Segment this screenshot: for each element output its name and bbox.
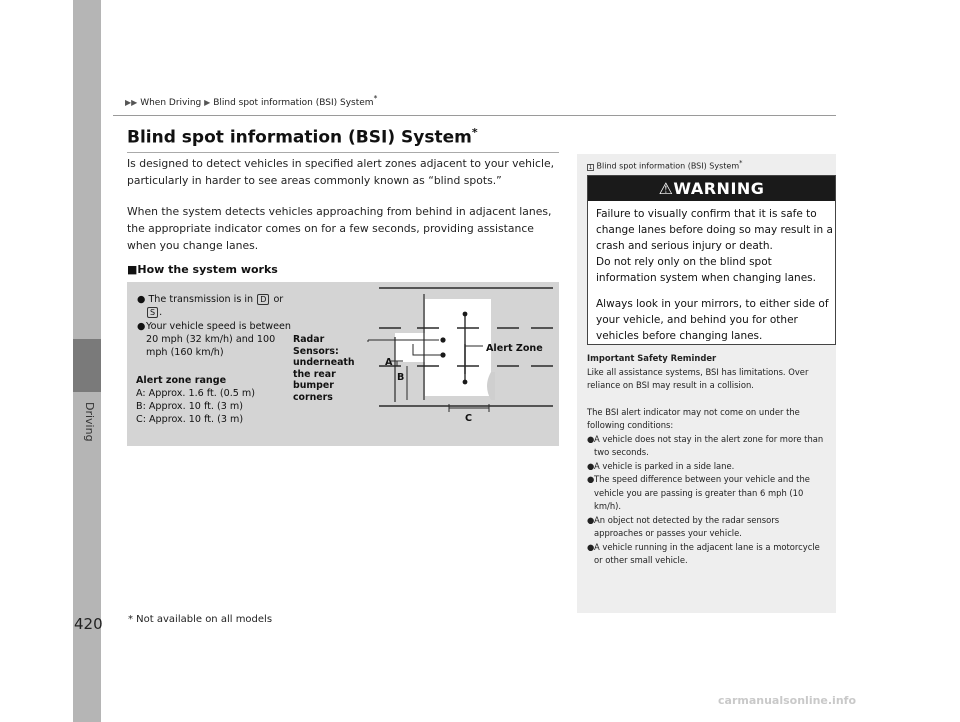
breadcrumb-arrow-icon: ▶ [204, 98, 211, 107]
warning-paragraph-1: Failure to visually confirm that it is safe to change lanes before doing so may result in a crash and serious injury or death. [596, 208, 833, 252]
bullet-dot-icon: ● [587, 514, 595, 525]
page-title-text: Blind spot information (BSI) System [127, 127, 472, 148]
bullet-dot-icon: ● [587, 474, 595, 484]
warning-title: WARNING [673, 179, 765, 198]
condition-transmission-prefix: The transmission is in [148, 294, 254, 305]
lane-diagram [127, 282, 559, 446]
header-divider [113, 115, 836, 116]
condition-item: ● An object not detected by the radar sensors approaches or passes your vehicle. [587, 514, 827, 541]
safety-text: Like all assistance systems, BSI has limitations. Over reliance on BSI may result in a collision. [587, 366, 809, 390]
condition-transmission-or: or [273, 294, 284, 305]
page-title [127, 126, 478, 148]
alert-zone-lower [425, 362, 491, 396]
section-heading-text: How the system works [137, 263, 278, 276]
title-divider [127, 152, 559, 153]
reference-icon: 1 [588, 163, 593, 171]
warning-text [596, 206, 834, 344]
reference-title-text: Blind spot information (BSI) System [596, 161, 740, 171]
chapter-tab-marker [73, 339, 101, 392]
warning-header [588, 176, 835, 201]
intro-paragraph-1: Is designed to detect vehicles in specified alert zones adjacent to your vehicle, particularly in harder to see areas commonly known as “blind spots.” [127, 157, 555, 187]
dimension-c-label: C [465, 413, 473, 424]
alert-zone-range-b: B: Approx. 10 ft. (3 m) [136, 401, 244, 412]
warning-paragraph-2: Do not rely only on the blind spot information system when changing lanes. [596, 256, 816, 284]
breadcrumb-asterisk: * [373, 94, 378, 103]
watermark: carmanualsonline.info [718, 694, 856, 707]
condition-item: ● A vehicle is parked in a side lane. [587, 460, 827, 474]
warning-box [587, 175, 836, 345]
breadcrumb [125, 94, 377, 108]
condition-item: ● The speed difference between your vehicle and the vehicle you are passing is greater than 6 mph (10 km/h). [587, 473, 827, 514]
footnote: * Not available on all models [128, 614, 273, 625]
dimension-b-label: B [397, 372, 405, 383]
chapter-side-label [82, 402, 96, 462]
alert-zone-range-title: Alert zone range [136, 375, 227, 386]
alert-zone-range-a: A: Approx. 1.6 ft. (0.5 m) [136, 388, 256, 399]
alert-zone-label: Alert Zone [486, 343, 543, 354]
breadcrumb-part-2[interactable]: Blind spot information (BSI) System [213, 98, 374, 108]
safety-title: Important Safety Reminder [587, 353, 717, 363]
page-title-asterisk: * [471, 126, 478, 139]
warning-paragraph-3: Always look in your mirrors, to either side of your vehicle, and behind you for other vehicles before changing lanes. [596, 298, 829, 342]
chapter-side-tab [73, 0, 101, 722]
dimension-a-label: A [385, 357, 393, 368]
bullet-dot-icon: ● [587, 433, 595, 444]
reference-title [587, 159, 742, 171]
radar-sensor-dot-upper [440, 337, 445, 342]
section-heading [127, 263, 278, 276]
warning-triangle-icon: ⚠ [658, 179, 674, 198]
radar-sensor-dot-lower [440, 352, 445, 357]
bullet-dot-icon: ● [587, 541, 595, 552]
breadcrumb-arrow-icon: ▶▶ [125, 98, 138, 107]
alert-zone-range-c: C: Approx. 10 ft. (3 m) [136, 414, 244, 425]
condition-item: ● A vehicle running in the adjacent lane is a motorcycle or other small vehicle. [587, 541, 827, 568]
gear-s-key: S [147, 307, 158, 318]
bullet-dot-icon: ● [137, 321, 146, 332]
reference-sidebar [577, 154, 836, 613]
section-marker-icon: ■ [127, 263, 138, 276]
gear-d-key: D [257, 294, 269, 305]
reference-title-asterisk: * [739, 159, 743, 167]
intro-paragraph-2: When the system detects vehicles approaching from behind in adjacent lanes, the appropriate indicator comes on for a few seconds, providing assistance when you change lanes. [127, 205, 552, 252]
indicator-intro: The BSI alert indicator may not come on under the following conditions: [587, 406, 800, 430]
condition-transmission-end: . [159, 307, 163, 318]
condition-item: ● A vehicle does not stay in the alert zone for more than two seconds. [587, 433, 827, 460]
vehicle-lane-area [395, 333, 491, 362]
breadcrumb-part-1[interactable]: When Driving [140, 98, 202, 108]
safety-notes [587, 352, 827, 568]
chapter-label-text: Driving [83, 402, 96, 442]
bullet-dot-icon: ● [587, 460, 595, 471]
condition-speed-text: Your vehicle speed is between 20 mph (32 km/h) and 100 mph (160 km/h) [146, 321, 291, 358]
radar-sensors-label: Radar Sensors: underneath the rear bumper corners [293, 334, 355, 403]
page-number: 420 [74, 615, 103, 633]
bullet-dot-icon: ● [137, 294, 146, 305]
bsi-diagram-panel [127, 282, 559, 446]
